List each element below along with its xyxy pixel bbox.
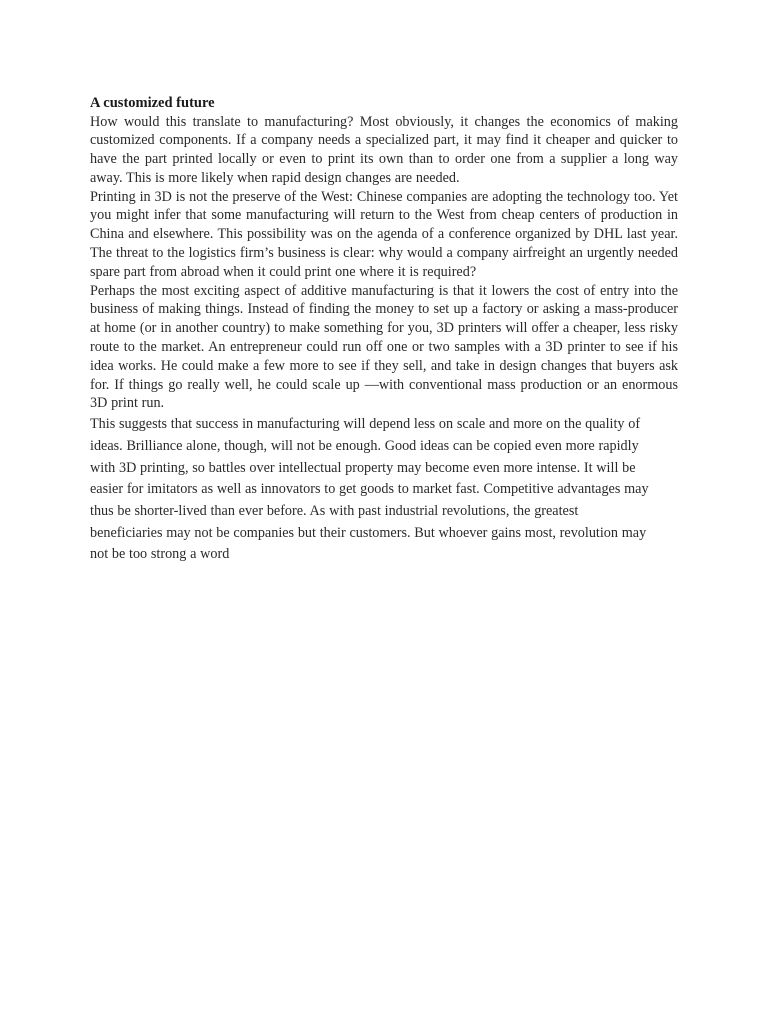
paragraph-1: How would this translate to manufacturing? Most obviously, it changes the economics of making customized components. If a company needs a specialized part, it may find it cheaper and quicker to have the part printed locally or even to print its own than to order one from a supplier a long way away. This is more likely when rapid design changes are needed. [90,113,678,186]
paragraph-3: Perhaps the most exciting aspect of additive manufacturing is that it lowers the cost of entry into the business of making things. Instead of finding the money to set up a factory or asking a mass-producer at home (or in another country) to make something for you, 3D printers will offer a cheaper, less risky route to the market. An entrepreneur could run off one or two samples with a 3D printer to see if his idea works. He could make a few more to see if they sell, and take in design changes that buyers ask for. If things go really well, he could scale up —with conventional mass production or an enormous 3D print run. [90,282,678,412]
paragraph-4: This suggests that success in manufacturing will depend less on scale and more on the quality of ideas. Brilliance alone, though, will not be enough. Good ideas can be copied even more rapidly with 3D printing, so battles over intellectual property may become even more intense. It will be easier for imitators as well as innovators to get goods to market fast. Competitive advantages may thus be shorter-lived than ever before. As with past industrial revolutions, the greatest beneficiaries may not be companies but their customers. But whoever gains most, revolution may not be too strong a word [90,416,649,563]
document-page [90,94,678,566]
paragraph-2: Printing in 3D is not the preserve of the West: Chinese companies are adopting the technology too. Yet you might infer that some manufacturing will return to the West from cheap centers of production in China and elsewhere. This possibility was on the agenda of a conference organized by DHL last year. The threat to the logistics firm’s business is clear: why would a company airfreight an urgently needed spare part from abroad when it could print one where it is required? [90,188,678,280]
section-heading: A customized future [90,95,215,111]
